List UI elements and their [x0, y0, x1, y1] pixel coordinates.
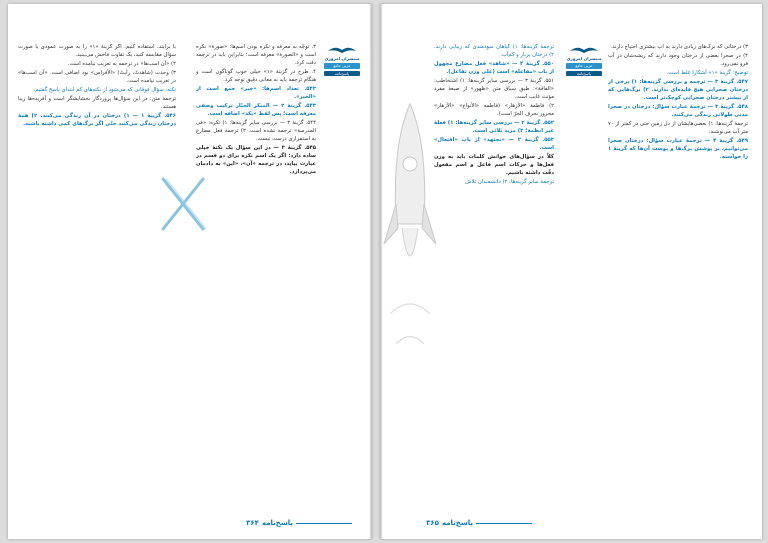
- answers-band: پاسخ‌نامه: [324, 71, 360, 77]
- question-answer: ۵۴۶. گزینهٔ ۱ — ۱) درختان در آن زندگی می‌کنند. ۲) همهٔ درختان زندگی می‌کنند حتّی اگر برگ‌های کمی داشته باشند.: [18, 113, 176, 128]
- right-page-right-column: [608, 44, 748, 513]
- note: نکته: سؤال فوقانی که می‌شود از نکته‌های کم ابتدای پاسخ گفتیم.: [33, 87, 176, 94]
- paragraph: ترجمهٔ سایر گزینه‌ها: ۲) دانشمندان تلاش: [465, 178, 554, 185]
- paragraph: ۳) وحدت (شاهدتُ، رأیتُ) «الأفراس» بود اضافی است. «آن اسب‌ها» در تعریب نیامده است.: [18, 70, 176, 84]
- answers-band: پاسخ‌نامه: [566, 71, 602, 77]
- paragraph: ۴) در صحرا بعضی از درختان وجود دارند که ریشه‌شان در آب فرو نمی‌رود.: [608, 53, 748, 67]
- paragraph: ۲) «آن اسب‌ها» در ترجمه به تعریب نیامده است.: [67, 61, 176, 67]
- right-page: [380, 4, 762, 539]
- question-answer: ۵۴۸. گزینهٔ ۳ — ترجمهٔ عبارت سؤال: درختان در صحرا مدتی طولانی زندگی می‌کنند.: [608, 104, 748, 118]
- publisher-logo: [322, 44, 362, 90]
- paragraph: ترجمهٔ گزینه‌ها: ۱) گیاهان سودمندی که زیبایی دارند. ۲) درختان پربار و کم‌آب.: [434, 44, 554, 58]
- publisher-logo: [564, 44, 604, 90]
- left-page-left-column: [18, 44, 176, 513]
- tip: کلاً در سؤال‌های خوانش کلمات باید به وزن فعل‌ها و حرکات اسم فاعل و اسم مفعول دقّت داشته باشیم.: [434, 153, 554, 176]
- paragraph: ۳. توجّه به معرفه و نکره بودن اسم‌ها: «صورة» نکره است و «الصورة» معرفه است؛ بنابراین باید در ترجمه دقت کرد.: [196, 44, 316, 66]
- paragraph: با برآیند، استفاده کنیم. اگر گزینهٔ «۱» را به صورت عمودی یا صورت سؤال مقایسه کنید، یک تفاوت فاحش می‌بینید.: [18, 44, 176, 58]
- page-gutter-shadow: [369, 4, 372, 539]
- page-number: ۳۶۴: [246, 519, 259, 527]
- bird-logo-icon: [569, 44, 599, 56]
- footer-rule: [296, 523, 352, 524]
- subject-band: عربی جامع: [566, 63, 602, 69]
- question-answer: ۵۵۰. گزینهٔ ۴ — «شاهد» فعل مضارع مجهول از باب «مفاعلة» است (علی وزن تفاعل).: [434, 61, 554, 75]
- paragraph: ترجمهٔ گزینه‌ها: ۱) بعضی‌هایشان از دل زمین حتی در کمتر از ۷۰ متر آب می‌نوشند.: [608, 121, 748, 135]
- page-number: ۳۶۵: [426, 519, 439, 527]
- question-answer: ۵۴۳. گزینهٔ ۲ — المنکر الجبّار ترکیب وصفی معرفه است؛ پس لفظ «یکد» اضافه است.: [196, 102, 316, 117]
- question-answer: ۵۵۳. گزینهٔ ۲ — «نجتهد» از باب «افتعال» است.: [434, 136, 554, 151]
- question-answer: ۵۵۲. گزینهٔ ۲ — بررسی سایر گزینه‌ها: ۱) فعلهٔ غیر انظمة؛ ۳) مزید ثلاثی است.: [434, 119, 554, 134]
- left-page-right-column: [196, 44, 316, 513]
- question-answer: ۵۴۴. گزینهٔ ۳ — بررسی سایر گزینه‌ها: ۱) نکره: «فی‌ المدرسة» ترجمه نشده است. ۲) ترجمهٔ فعل مضارع به استمراری درست نیست.: [196, 119, 316, 142]
- left-page: [8, 4, 372, 539]
- paragraph: ۳) درختانی که برگ‌های زیادی دارند به آب بیشتری احتیاج دارند.: [610, 44, 748, 50]
- paragraph: ترجمهٔ متن: در این سؤال‌ها پروردگار بخشایشگر است و آفریده‌ها زیبا هستند.: [18, 96, 176, 111]
- question-answer: ۵۵۱. گزینهٔ ۳ — بررسی سایر گزینه‌ها: ۱) اشتخاطب: «الفاقة»: طبق سیاق متن «ظهور» از صیغهٔ مفرد مؤنث غایب است.: [434, 78, 554, 100]
- footer-label: پاسخ‌نامه: [441, 519, 473, 527]
- publisher-name: منتشران امروزی: [324, 56, 360, 61]
- right-page-left-column: [434, 44, 554, 513]
- paragraph: ۲) فاطمة «الاَزهار» (فاطمه «الأنواع» «الأزهار» مجرور بحرف الجرّ است).: [434, 102, 554, 117]
- left-page-footer: [246, 517, 352, 529]
- question-answer: ۵۴۳. تعداد اسم‌ها: «خیر» جمع است از «الخیر».: [196, 85, 316, 100]
- rocket-illustration-icon: [380, 94, 440, 394]
- question-answer: ۵۴۷. گزینهٔ ۳ — ترجمه و بررسی گزینه‌ها: ۱) برخی از درختان صحرایی هیچ فایده‌ای ندارند. ۲) برگ‌هایی که از بیشتر درختان صحرایی کوچک‌تر است.: [608, 79, 748, 101]
- question-answer: ۵۴۹. گزینهٔ ۴ — ترجمهٔ عبارت سؤال: درختان صحرا می‌توانیم، بر پوشش برگ‌ها و پوست آن‌ها که گزینهٔ ۱ را خواسته.: [608, 138, 748, 160]
- note: توضیح: گزینهٔ «۱» آشکارا غلط است.: [666, 70, 748, 77]
- footer-rule: [476, 523, 532, 524]
- paragraph: ۴. طرح در گزینهٔ «۱» خیلی خوب گوناگون است و هنگام ترجمه باید به معانی دقیق توجه کرد.: [196, 68, 316, 83]
- footer-label: پاسخ‌نامه: [261, 519, 293, 527]
- publisher-name: منتشران امروزی: [566, 56, 602, 61]
- x-watermark-icon: [158, 174, 208, 234]
- bird-logo-icon: [327, 44, 357, 56]
- subject-band: عربی جامع: [324, 63, 360, 69]
- question-answer: ۵۴۵. گزینهٔ ۳ — در این سؤال یک نکتهٔ خیلی ساده دارد: اگر یک اسم نکره برای دو قسم در عبارت بیاید، در ترجمه «آن»، «این» به دادمان می‌پردازد.: [196, 144, 316, 175]
- right-page-footer: [426, 517, 532, 529]
